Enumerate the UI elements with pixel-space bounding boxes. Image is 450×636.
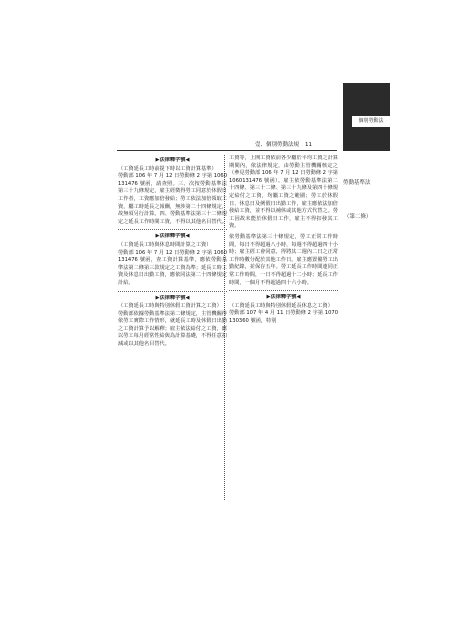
page-number: 11 — [305, 142, 313, 148]
interpretation-heading: ▶法律釋字號◀ — [155, 294, 190, 301]
interpretation-heading: ▶法律釋字號◀ — [155, 233, 190, 240]
side-section-label: 勞動基準法 — [343, 180, 371, 186]
interpretation-body: 勞動部 107 年 4 月 11 日勞動條 2 字第 1070130360 號函，特別 — [229, 310, 338, 324]
header-rule — [117, 150, 337, 151]
left-column — [118, 155, 227, 505]
running-header — [255, 140, 312, 148]
section-separator — [229, 290, 338, 291]
interpretation-body: 依勞動基準法第三十條規定，勞工正常工作時間，每日不得超過八小時，每週不得超過四十小時；雇主經工會同意，得將其二週內二日之正常工作時數分配於其他工作日。雇主應置備勞工出勤紀錄，並保存五年。勞工延長工作時間連同正常工作時間，一日不得超過十二小時；延長工作時間，一個月不得超過四十六小時。 — [229, 233, 338, 286]
interpretation-title: （工資延長工時前提下時以工資計算基準） — [118, 165, 217, 172]
chapter-tab-label: 個別勞動法 — [352, 116, 390, 127]
interpretation-heading: ▶法律釋字號◀ — [155, 157, 190, 163]
interpretation-body: 勞動部 106 年 7 月 12 日勞動條 2 字第 1060131476 號函，請查照。三、次按勞動基準法第三十九條規定，雇主經徵得勞工同意於休假日工作者，工資應加倍發給；勞工依法加倍領取工資，屬工時延長之報酬，無涉第二十四條規定，故無須另行計算。四、勞動基準法第三十二條規定之延長工作時間工資，不得以其他名目替代。 — [118, 173, 227, 225]
interpretation-body: 勞動部 106 年 7 月 12 日勞動條 2 字第 1060131476 號函，查工資計算基準，應依勞動基準法第二條第三款規定之工資為準；延長工時工資及休息日出勤工資，應依同法第二十四條規定計給。 — [118, 249, 227, 286]
interpretation-title: （工資延長工時與休息時間計算之工資） — [118, 241, 212, 248]
interpretation-body: 勞動部依據勞動基準法第二條規定，主管機關得依勞工實際工作情形，就延長工時及休假日出勤之工資計算予以解釋；雇主依法給付之工資，應以勞工每月經常性給與為計算基礎，不得任意扣減或以其他名目替代。 — [118, 310, 227, 348]
section-separator — [118, 229, 227, 230]
interpretation-heading: ▶法律釋字號◀ — [266, 294, 301, 301]
right-column — [229, 155, 338, 500]
interpretation-body: 工資等，上開工資依前各少屬於平均工資之計算期間內，依法律規定，由勞動主管機關核定之（參見勞動部 106 年 7 月 12 日勞動條 2 字第 1060131476 號函）。雇主依勞動基準法第二十四條、第三十二條、第三十九條及第四十條規定給付之工資，均屬工資之範圍；勞工於休假日、休息日及例假日出勤工作，雇主應依法加倍發給工資，並不得以補休或其他方式代替之。勞工因故未能於休假日工作，雇主不得扣發其工資。 — [229, 155, 338, 230]
section-separator — [118, 291, 227, 292]
running-title: 壹、個別勞動法規 — [255, 142, 300, 148]
interpretation-title: （工資延長工時與特別休假工資計算之工資） — [118, 303, 222, 310]
interpretation-title: （工資延長工時與特別休假延長休息之工資） — [229, 302, 333, 309]
side-article-note: （第二條） — [344, 214, 372, 220]
